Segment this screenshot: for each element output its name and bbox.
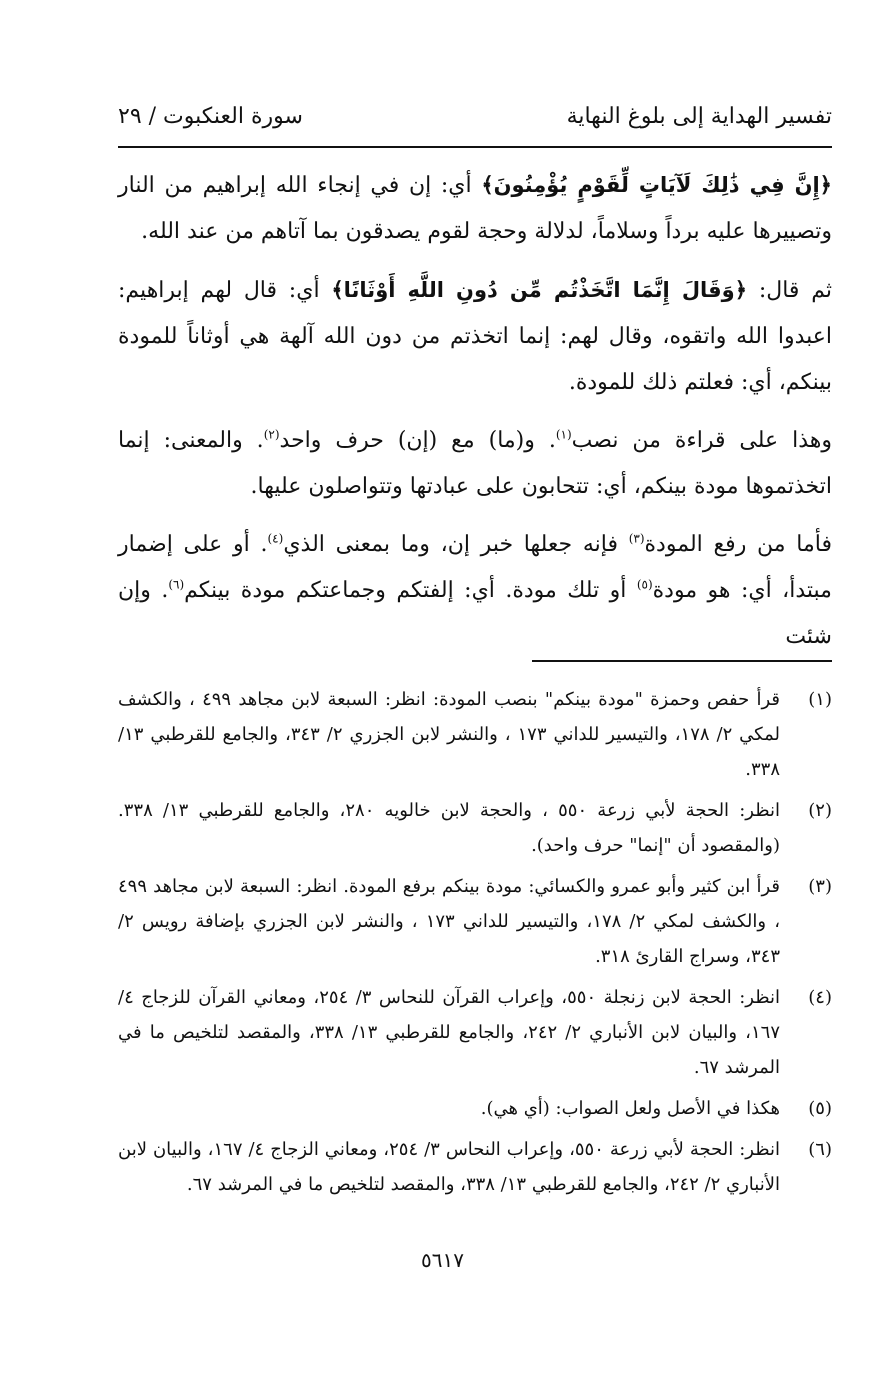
paragraph-text: . والمعنى: إنما اتخذتموها مودة بينكم، أي: تتحابون على عبادتها وتتواصلون عليها. bbox=[118, 428, 832, 499]
footnote bbox=[118, 980, 832, 1085]
footnote bbox=[118, 1132, 832, 1202]
footnote-text: هكذا في الأصل ولعل الصواب: (أي هي). bbox=[480, 1098, 780, 1119]
footnote-number: (٣) bbox=[808, 876, 832, 897]
paragraph-text: . وإن شئت bbox=[118, 578, 832, 649]
paragraph-text: فأما من رفع المودة bbox=[644, 532, 832, 557]
surah-page-label: سورة العنكبوت / ٢٩ bbox=[118, 104, 303, 129]
footnote-text: قرأ ابن كثير وأبو عمرو والكسائي: مودة بينكم برفع المودة. انظر: السبعة لابن مجاهد ٤٩٩ ، والكشف لمكي ٢/ ١٧٨، والتيسير للداني ١٧٣ ، والنشر لابن الجزري بإضافة رويس ٢/ ٣٤٣، وسراج القارئ ٣١٨. bbox=[118, 876, 781, 967]
running-header bbox=[118, 100, 832, 140]
footnote-number: (١) bbox=[808, 689, 832, 710]
paragraph-1 bbox=[118, 162, 832, 255]
quran-verse: ﴿إِنَّ فِي ذَٰلِكَ لَآيَاتٍ لِّقَوْمٍ يُؤْمِنُونَ﴾ bbox=[481, 173, 832, 197]
paragraph-text: وهذا على قراءة من نصب bbox=[571, 428, 833, 453]
header-divider bbox=[118, 146, 832, 148]
footnotes bbox=[118, 682, 832, 1208]
footnote bbox=[118, 1091, 832, 1126]
footnote-number: (٦) bbox=[808, 1139, 832, 1160]
book-title: تفسير الهداية إلى بلوغ النهاية bbox=[566, 104, 832, 129]
footnote-ref[interactable]: (٥) bbox=[636, 577, 653, 592]
footnote bbox=[118, 869, 832, 974]
footnote-ref[interactable]: (٦) bbox=[168, 577, 185, 592]
footnote-text: انظر: الحجة لابن زنجلة ٥٥٠، وإعراب القرآن للنحاس ٣/ ٢٥٤، ومعاني القرآن للزجاج ٤/ ١٦٧، والبيان لابن الأنباري ٢/ ٢٤٢، والجامع للقرطبي ١٣/ ٣٣٨، والمقصد لتلخيص ما في المرشد ٦٧. bbox=[118, 987, 780, 1078]
paragraph-text: . أو على إضمار مبتدأ، أي: هو مودة bbox=[118, 532, 832, 603]
footnote-number: (٤) bbox=[808, 987, 832, 1008]
footnote-divider bbox=[532, 660, 832, 662]
paragraph-text: أي: إن في إنجاء الله إبراهيم من النار وتصييرها عليه برداً وسلاماً، لدلالة وحجة لقوم يصدقون بما آتاهم من عند الله. bbox=[118, 173, 832, 244]
paragraph-text: أو تلك مودة. أي: إلفتكم وجماعتكم مودة بينكم bbox=[184, 578, 637, 603]
page-number: ٥٦١٧ bbox=[421, 1248, 464, 1272]
main-text bbox=[118, 162, 832, 660]
footnote-ref[interactable]: (٢) bbox=[263, 427, 280, 442]
footnote-ref[interactable]: (٣) bbox=[628, 531, 645, 546]
footnote-number: (٥) bbox=[808, 1098, 832, 1119]
footnote-text: انظر: الحجة لأبي زرعة ٥٥٠ ، والحجة لابن خالويه ٢٨٠، والجامع للقرطبي ١٣/ ٣٣٨. (والمقصود أن "إنما" حرف واحد). bbox=[118, 800, 780, 856]
paragraph-text: . و(ما) مع (إن) حرف واحد bbox=[279, 428, 556, 453]
paragraph-4 bbox=[118, 522, 832, 660]
footnote-number: (٢) bbox=[808, 800, 832, 821]
footnote bbox=[118, 682, 832, 787]
paragraph-3 bbox=[118, 418, 832, 510]
paragraph-2 bbox=[118, 267, 832, 406]
paragraph-text: فإنه جعلها خبر إن، وما بمعنى الذي bbox=[283, 532, 629, 557]
footnote-ref[interactable]: (١) bbox=[555, 427, 572, 442]
quran-verse: ﴿وَقَالَ إِنَّمَا اتَّخَذْتُم مِّن دُونِ اللَّهِ أَوْثَانًا﴾ bbox=[331, 278, 748, 302]
footnote-text: قرأ حفص وحمزة "مودة بينكم" بنصب المودة: انظر: السبعة لابن مجاهد ٤٩٩ ، والكشف لمكي ٢/ ١٧٨، والتيسير للداني ١٧٣ ، والنشر لابن الجزري ٢/ ٣٤٣، والجامع للقرطبي ١٣/ ٣٣٨. bbox=[118, 689, 781, 780]
paragraph-text: أي: قال لهم إبراهيم: اعبدوا الله واتقوه، وقال لهم: إنما اتخذتم من دون الله آلهة هي أوثاناً للمودة بينكم، أي: فعلتم ذلك للمودة. bbox=[118, 278, 832, 395]
footnote-text: انظر: الحجة لأبي زرعة ٥٥٠، وإعراب النحاس ٣/ ٢٥٤، ومعاني الزجاج ٤/ ١٦٧، والبيان لابن الأنباري ٢/ ٢٤٢، والجامع للقرطبي ١٣/ ٣٣٨، والمقصد لتلخيص ما في المرشد ٦٧. bbox=[118, 1139, 780, 1195]
paragraph-text: ثم قال: bbox=[747, 278, 832, 303]
footnote bbox=[118, 793, 832, 863]
footnote-ref[interactable]: (٤) bbox=[267, 531, 284, 546]
